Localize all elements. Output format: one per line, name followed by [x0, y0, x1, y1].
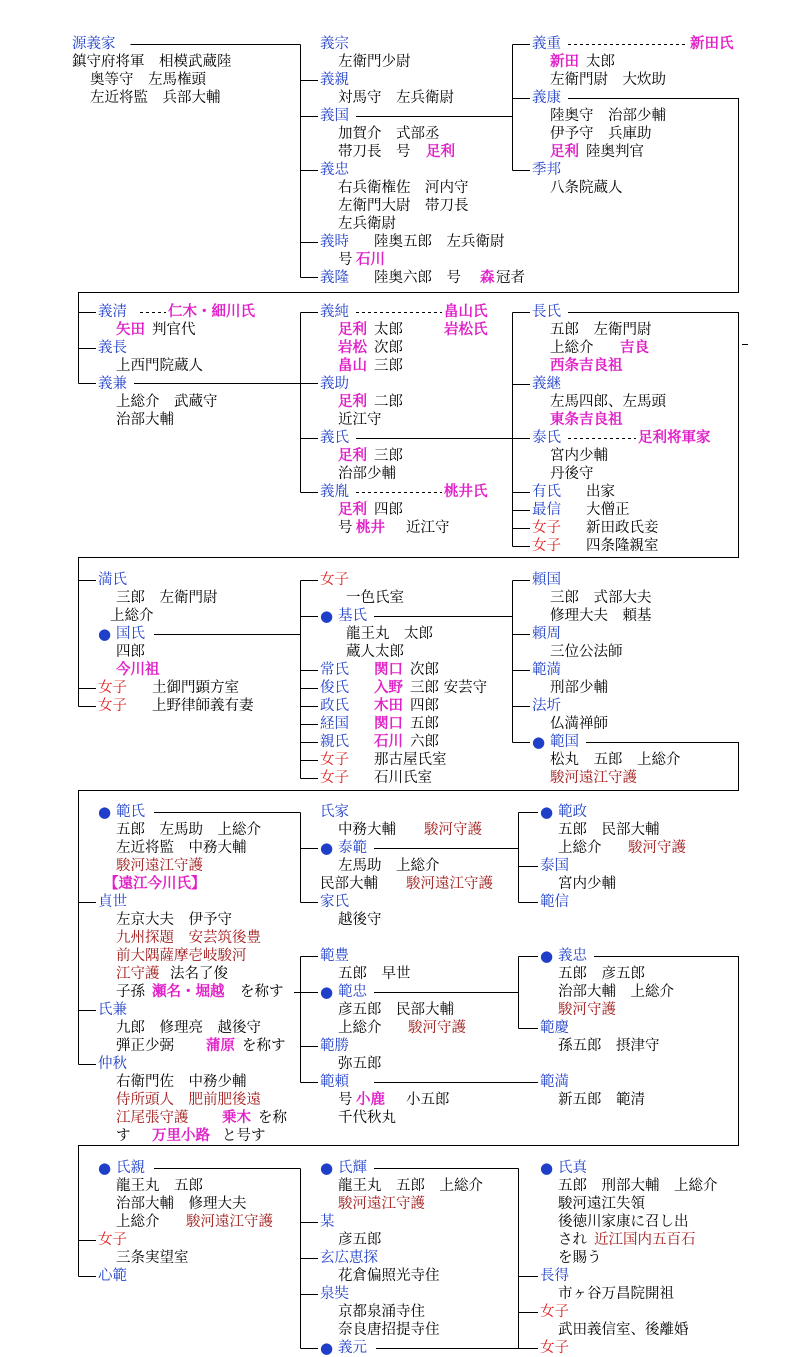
- genealogy-entry: 孫五郎 摂津守: [558, 1038, 660, 1054]
- genealogy-entry: 花倉偏照光寺住: [338, 1268, 440, 1284]
- genealogy-entry: 氏真: [558, 1160, 587, 1176]
- genealogy-entry: 宮内少輔: [558, 876, 616, 892]
- genealogy-entry: 陸奥六郎 号: [374, 270, 461, 286]
- genealogy-entry: 女子: [98, 1232, 127, 1248]
- genealogy-entry: 新五郎 範清: [558, 1092, 645, 1108]
- genealogy-entry: 吉良: [620, 340, 649, 356]
- genealogy-entry: 右衛門佐 中務少輔: [116, 1074, 247, 1090]
- genealogy-entry: 頼周: [532, 626, 561, 642]
- genealogy-entry: 親氏: [320, 734, 349, 750]
- genealogy-entry: 法圻: [532, 698, 561, 714]
- genealogy-entry: 六郎: [410, 734, 439, 750]
- genealogy-entry: 近江守: [338, 412, 382, 428]
- genealogy-entry: 弥五郎: [338, 1056, 382, 1072]
- genealogy-entry: 五郎 民部大輔: [558, 822, 660, 838]
- genealogy-entry: 上総介: [110, 608, 154, 624]
- genealogy-entry: 彦五郎: [338, 1232, 382, 1248]
- genealogy-entry: 範豊: [320, 948, 349, 964]
- genealogy-entry: 義康: [532, 90, 561, 106]
- genealogy-entry: 新田: [550, 54, 579, 70]
- genealogy-entry: 奈良唐招提寺住: [338, 1322, 440, 1338]
- genealogy-entry: 義忠: [558, 948, 587, 964]
- genealogy-entry: 左馬助 上総介: [338, 858, 440, 874]
- genealogy-entry: 範忠: [338, 984, 367, 1000]
- genealogy-entry: 帯刀長 号: [338, 144, 411, 160]
- genealogy-entry: 東条吉良祖: [550, 412, 623, 428]
- genealogy-entry: 足利将軍家: [638, 430, 711, 446]
- genealogy-entry: 長氏: [532, 304, 561, 320]
- genealogy-entry: 長得: [540, 1268, 569, 1284]
- genealogy-entry: 左京大夫 伊予守: [116, 912, 232, 928]
- genealogy-entry: 畠山氏: [444, 304, 488, 320]
- genealogy-entry: 最信: [532, 502, 561, 518]
- genealogy-entry: 森: [480, 270, 495, 286]
- genealogy-entry: 足利: [338, 322, 367, 338]
- genealogy-entry: 上野律師義有妻: [152, 698, 254, 714]
- genealogy-entry: 関口: [374, 662, 403, 678]
- genealogy-entry: 後徳川家康に召し出: [558, 1214, 689, 1230]
- genealogy-entry: 三条実望室: [116, 1250, 189, 1266]
- genealogy-entry: 出家: [586, 484, 615, 500]
- genealogy-entry: 義重: [532, 36, 561, 52]
- genealogy-entry: 足利: [550, 144, 579, 160]
- genealogy-entry: 駿河遠江失領: [558, 1196, 645, 1212]
- genealogy-entry: 義純: [320, 304, 349, 320]
- genealogy-entry: 五郎 左衛門尉: [550, 322, 652, 338]
- genealogy-entry: 駿河遠江守護: [406, 876, 493, 892]
- genealogy-entry: 駿河遠江守護: [116, 858, 203, 874]
- genealogy-entry: 入野: [374, 680, 403, 696]
- genealogy-entry: 範氏: [116, 804, 145, 820]
- genealogy-entry: 義国: [320, 108, 349, 124]
- genealogy-entry: 治部大輔: [116, 412, 174, 428]
- genealogy-entry: 左近将監 中務大輔: [116, 840, 247, 856]
- genealogy-entry: 侍所頭人 肥前肥後遠: [116, 1092, 261, 1108]
- genealogy-entry: 某: [320, 1214, 335, 1230]
- genealogy-entry: 足利: [338, 448, 367, 464]
- genealogy-entry: 西条吉良祖: [550, 358, 623, 374]
- genealogy-entry: 中務大輔: [338, 822, 396, 838]
- genealogy-entry: 九郎 修理亮 越後守: [116, 1020, 261, 1036]
- genealogy-entry: 義親: [320, 72, 349, 88]
- genealogy-entry: 石川氏室: [374, 770, 432, 786]
- genealogy-entry: 加賀介 式部丞: [338, 126, 440, 142]
- genealogy-entry: 駿河守護: [558, 1002, 616, 1018]
- genealogy-entry: 彦五郎 民部大輔: [338, 1002, 454, 1018]
- genealogy-entry: 範政: [558, 804, 587, 820]
- main-line-marker-icon: ●: [320, 1339, 334, 1357]
- main-line-marker-icon: ●: [320, 839, 334, 857]
- genealogy-entry: 義清: [98, 304, 127, 320]
- genealogy-entry: 桃井氏: [444, 484, 488, 500]
- genealogy-entry: 範満: [532, 662, 561, 678]
- genealogy-entry: 五郎: [410, 716, 439, 732]
- genealogy-entry: 市ヶ谷万昌院開祖: [558, 1286, 674, 1302]
- genealogy-entry: 石川: [374, 734, 403, 750]
- genealogy-entry: 判官代: [152, 322, 196, 338]
- genealogy-entry: 貞世: [98, 894, 127, 910]
- genealogy-entry: 江守護: [116, 966, 160, 982]
- genealogy-entry: 子孫: [116, 984, 145, 1000]
- genealogy-entry: 駿河守護: [408, 1020, 466, 1036]
- genealogy-entry: 関口: [374, 716, 403, 732]
- genealogy-entry: 弾正少弼: [116, 1038, 174, 1054]
- genealogy-entry: 左兵衛尉: [338, 216, 396, 232]
- genealogy-entry: 石川: [356, 252, 385, 268]
- genealogy-entry: 義元: [338, 1340, 367, 1356]
- genealogy-entry: 三郎: [374, 358, 403, 374]
- genealogy-entry: 左近将監 兵部大輔: [90, 90, 221, 106]
- genealogy-entry: 小五郎: [406, 1092, 450, 1108]
- genealogy-entry: 伊予守 兵庫助: [550, 126, 652, 142]
- genealogy-entry: 女子: [320, 752, 349, 768]
- genealogy-entry: 龍王丸 五郎 上総介: [338, 1178, 483, 1194]
- genealogy-entry: 五郎 彦五郎: [558, 966, 645, 982]
- genealogy-entry: 女子: [540, 1340, 569, 1356]
- genealogy-entry: 五郎 早世: [338, 966, 411, 982]
- genealogy-entry: 宮内少輔: [550, 448, 608, 464]
- genealogy-entry: 家氏: [320, 894, 349, 910]
- genealogy-entry: 越後守: [338, 912, 382, 928]
- genealogy-entry: 頼国: [532, 572, 561, 588]
- genealogy-entry: 足利: [338, 394, 367, 410]
- main-line-marker-icon: ●: [98, 625, 112, 643]
- genealogy-entry: 修理大夫 頼基: [550, 608, 652, 624]
- genealogy-entry: 氏兼: [98, 1002, 127, 1018]
- genealogy-entry: 玄広恵探: [320, 1250, 378, 1266]
- genealogy-entry: 俊氏: [320, 680, 349, 696]
- genealogy-entry: され: [558, 1232, 587, 1248]
- genealogy-entry: 四郎: [410, 698, 439, 714]
- genealogy-entry: 範満: [540, 1074, 569, 1090]
- main-line-marker-icon: ●: [540, 1159, 554, 1177]
- genealogy-entry: 女子: [540, 1304, 569, 1320]
- genealogy-entry: 龍王丸 太郎: [346, 626, 433, 642]
- genealogy-entry: 政氏: [320, 698, 349, 714]
- genealogy-entry: 松丸 五郎 上総介: [550, 752, 681, 768]
- genealogy-entry: 法名了俊: [170, 966, 228, 982]
- genealogy-entry: 陸奥守 治部少輔: [550, 108, 666, 124]
- genealogy-entry: 仁木・細川氏: [168, 304, 255, 320]
- genealogy-entry: 駿河守護: [424, 822, 482, 838]
- genealogy-entry: 五郎 左馬助 上総介: [116, 822, 261, 838]
- genealogy-entry: 太郎: [374, 322, 403, 338]
- genealogy-entry: 桃井: [356, 520, 385, 536]
- genealogy-entry: 国氏: [116, 626, 145, 642]
- genealogy-entry: 江尾張守護: [116, 1110, 189, 1126]
- genealogy-entry: 基氏: [338, 608, 367, 624]
- genealogy-entry: 女子: [320, 770, 349, 786]
- genealogy-entry: 蔵人太郎: [346, 644, 404, 660]
- genealogy-entry: 左馬四郎、左馬頭: [550, 394, 666, 410]
- genealogy-entry: 上総介: [558, 840, 602, 856]
- genealogy-entry: 大僧正: [586, 502, 630, 518]
- genealogy-entry: 九州探題 安芸筑後豊: [116, 930, 261, 946]
- main-line-marker-icon: ●: [540, 803, 554, 821]
- genealogy-entry: 号: [338, 1092, 353, 1108]
- genealogy-entry: 氏親: [116, 1160, 145, 1176]
- genealogy-entry: 陸奥判官: [586, 144, 644, 160]
- genealogy-entry: 義忠: [320, 162, 349, 178]
- main-line-marker-icon: ●: [98, 803, 112, 821]
- genealogy-entry: 岩松氏: [444, 322, 488, 338]
- genealogy-entry: 鎮守府将軍 相模武蔵陸: [72, 54, 232, 70]
- genealogy-entry: 瀬名・堀越: [152, 984, 225, 1000]
- genealogy-entry: 義隆: [320, 270, 349, 286]
- genealogy-entry: を称す: [240, 984, 284, 1000]
- genealogy-entry: 泰氏: [532, 430, 561, 446]
- genealogy-entry: 女子: [98, 680, 127, 696]
- main-line-marker-icon: ●: [320, 1159, 334, 1177]
- genealogy-entry: 上西門院蔵人: [116, 358, 203, 374]
- genealogy-entry: 四条隆親室: [586, 538, 659, 554]
- genealogy-entry: 女子: [98, 698, 127, 714]
- genealogy-entry: 氏家: [320, 804, 349, 820]
- genealogy-entry: 範国: [550, 734, 579, 750]
- genealogy-entry: 治部大輔 上総介: [558, 984, 674, 1000]
- genealogy-entry: 乗木: [222, 1110, 251, 1126]
- genealogy-entry: 義胤: [320, 484, 349, 500]
- genealogy-entry: 武田義信室、後離婚: [558, 1322, 689, 1338]
- genealogy-entry: 蒲原: [206, 1038, 235, 1054]
- genealogy-entry: 氏輝: [338, 1160, 367, 1176]
- main-line-marker-icon: ●: [320, 607, 334, 625]
- genealogy-entry: 満氏: [98, 572, 127, 588]
- genealogy-entry: 駿河遠江守護: [338, 1196, 425, 1212]
- genealogy-entry: 左衛門尉 大炊助: [550, 72, 666, 88]
- genealogy-entry: 義長: [98, 340, 127, 356]
- genealogy-entry: 駿河遠江守護: [186, 1214, 273, 1230]
- genealogy-entry: 左衛門大尉 帯刀長: [338, 198, 469, 214]
- genealogy-entry: 左衛門少尉: [338, 54, 411, 70]
- genealogy-entry: 千代秋丸: [338, 1110, 396, 1126]
- genealogy-entry: 刑部少輔: [550, 680, 608, 696]
- genealogy-entry: 八条院蔵人: [550, 180, 623, 196]
- genealogy-entry: 治部少輔: [338, 466, 396, 482]
- genealogy-entry: 万里小路: [152, 1128, 210, 1144]
- genealogy-entry: 小鹿: [356, 1092, 385, 1108]
- genealogy-entry: 新田政氏妾: [586, 520, 659, 536]
- genealogy-entry: 範勝: [320, 1038, 349, 1054]
- genealogy-entry: 五郎 刑部大輔 上総介: [558, 1178, 718, 1194]
- genealogy-entry: 常氏: [320, 662, 349, 678]
- genealogy-entry: 陸奥五郎 左兵衛尉: [374, 234, 505, 250]
- genealogy-entry: 京都泉涌寺住: [338, 1304, 425, 1320]
- genealogy-entry: 義継: [532, 376, 561, 392]
- genealogy-entry: 義氏: [320, 430, 349, 446]
- genealogy-entry: 季邦: [532, 162, 561, 178]
- genealogy-entry: 上総介 武蔵守: [116, 394, 218, 410]
- genealogy-entry: 足利: [426, 144, 455, 160]
- genealogy-entry: 範信: [540, 894, 569, 910]
- genealogy-entry: 女子: [532, 538, 561, 554]
- genealogy-entry: 丹後守: [550, 466, 594, 482]
- genealogy-entry: 岩松: [338, 340, 367, 356]
- main-line-marker-icon: ●: [532, 733, 546, 751]
- genealogy-entry: 有氏: [532, 484, 561, 500]
- genealogy-entry: 三郎 左衛門尉: [116, 590, 218, 606]
- genealogy-entry: 三位公法師: [550, 644, 623, 660]
- genealogy-entry: 奥等守 左馬権頭: [90, 72, 206, 88]
- genealogy-entry: 今川祖: [116, 662, 160, 678]
- genealogy-entry: 源義家: [72, 36, 116, 52]
- genealogy-entry: 泰国: [540, 858, 569, 874]
- genealogy-entry: 女子: [532, 520, 561, 536]
- genealogy-entry: 範頼: [320, 1074, 349, 1090]
- genealogy-entry: 上総介: [116, 1214, 160, 1230]
- genealogy-entry: 号: [338, 252, 353, 268]
- genealogy-entry: 四郎: [116, 644, 145, 660]
- genealogy-entry: 前大隅薩摩壱岐駿河: [116, 948, 247, 964]
- genealogy-entry: 号: [338, 520, 353, 536]
- genealogy-entry: 仏満禅師: [550, 716, 608, 732]
- genealogy-entry: 民部大輔: [320, 876, 378, 892]
- genealogy-entry: 泰範: [338, 840, 367, 856]
- genealogy-entry: を称: [258, 1110, 287, 1126]
- genealogy-entry: 次郎: [410, 662, 439, 678]
- genealogy-entry: 右兵衛権佐 河内守: [338, 180, 469, 196]
- genealogy-entry: 範慶: [540, 1020, 569, 1036]
- genealogy-entry: 駿河守護: [628, 840, 686, 856]
- genealogy-entry: 龍王丸 五郎: [116, 1178, 203, 1194]
- genealogy-entry: 矢田: [116, 322, 145, 338]
- genealogy-entry: 畠山: [338, 358, 367, 374]
- genealogy-entry: を賜う: [558, 1250, 602, 1266]
- genealogy-entry: 女子: [320, 572, 349, 588]
- genealogy-entry: 一色氏室: [346, 590, 404, 606]
- main-line-marker-icon: ●: [98, 1159, 112, 1177]
- main-line-marker-icon: ●: [320, 983, 334, 1001]
- genealogy-entry: 義助: [320, 376, 349, 392]
- genealogy-entry: 太郎: [586, 54, 615, 70]
- genealogy-entry: 三郎 安芸守: [410, 680, 488, 696]
- genealogy-entry: 冠者: [496, 270, 525, 286]
- genealogy-entry: す: [116, 1128, 131, 1144]
- genealogy-entry: 対馬守 左兵衛尉: [338, 90, 454, 106]
- genealogy-entry: 土御門顕方室: [152, 680, 239, 696]
- genealogy-entry: 上総介: [338, 1020, 382, 1036]
- genealogy-entry: 四郎: [374, 502, 403, 518]
- genealogy-entry: と号す: [222, 1128, 266, 1144]
- genealogy-entry: 仲秋: [98, 1056, 127, 1072]
- genealogy-entry: 那古屋氏室: [374, 752, 447, 768]
- genealogy-entry: 義兼: [98, 376, 127, 392]
- genealogy-entry: 木田: [374, 698, 403, 714]
- genealogy-entry: 上総介: [550, 340, 594, 356]
- genealogy-entry: 駿河遠江守護: [550, 770, 637, 786]
- genealogy-entry: 【遠江今川氏】: [104, 876, 206, 892]
- genealogy-entry: 三郎: [374, 448, 403, 464]
- genealogy-entry: 新田氏: [690, 36, 734, 52]
- genealogy-entry: 次郎: [374, 340, 403, 356]
- genealogy-entry: 近江守: [406, 520, 450, 536]
- genealogy-entry: 義時: [320, 234, 349, 250]
- genealogy-entry: 二郎: [374, 394, 403, 410]
- genealogy-entry: 治部大輔 修理大夫: [116, 1196, 247, 1212]
- genealogy-entry: 足利: [338, 502, 367, 518]
- genealogy-entry: 近江国内五百石: [594, 1232, 696, 1248]
- genealogy-entry: 泉奘: [320, 1286, 349, 1302]
- genealogy-entry: 三郎 式部大夫: [550, 590, 652, 606]
- genealogy-entry: 心範: [98, 1268, 127, 1284]
- main-line-marker-icon: ●: [540, 947, 554, 965]
- genealogy-entry: を称す: [242, 1038, 286, 1054]
- genealogy-entry: 義宗: [320, 36, 349, 52]
- genealogy-entry: 経国: [320, 716, 349, 732]
